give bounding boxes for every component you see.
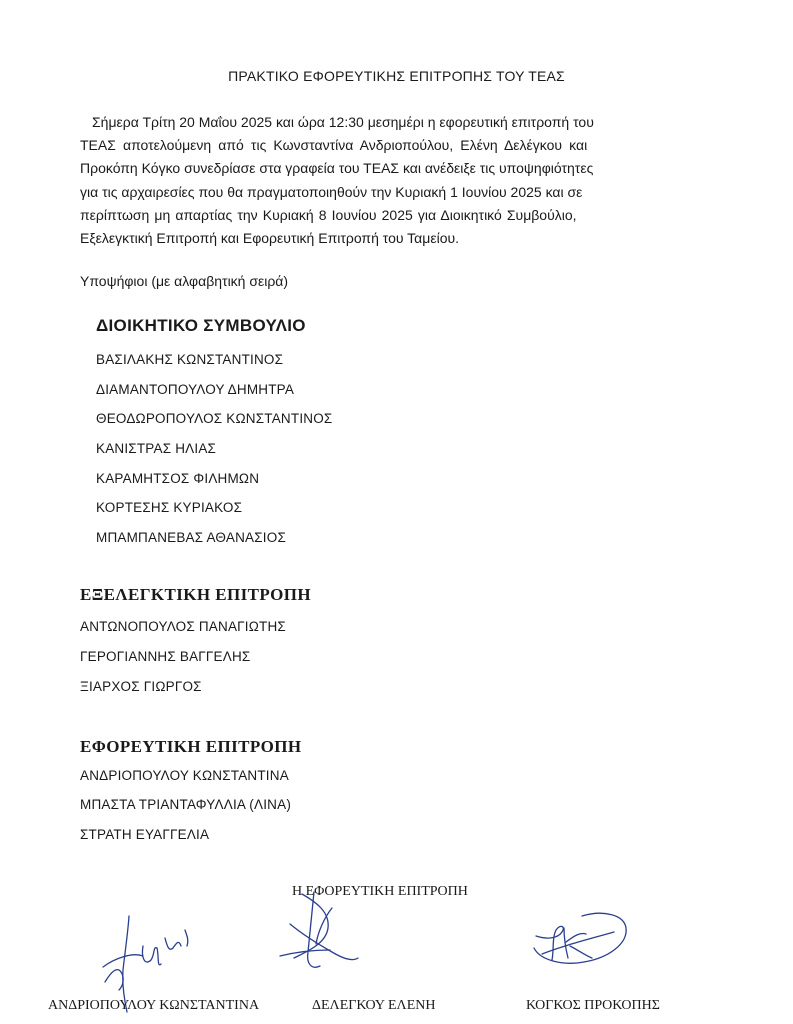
audit-heading: ΕΞΕΛΕΓΚΤΙΚΗ ΕΠΙΤΡΟΠΗ <box>80 585 311 604</box>
candidate-name: ΣΤΡΑΤΗ ΕΥΑΓΓΕΛΙΑ <box>80 827 210 842</box>
candidate-name: ΚΟΡΤΕΣΗΣ ΚΥΡΙΑΚΟΣ <box>96 500 243 515</box>
signature-delegkou <box>272 888 372 988</box>
signatory-name: ΚΟΓΚΟΣ ΠΡΟΚΟΠΗΣ <box>526 998 660 1013</box>
paragraph-line: περίπτωση μη απαρτίας την Κυριακή 8 Ιουνίου 2025 για Διοικητικό Συμβούλιο, <box>80 207 577 223</box>
candidate-name: ΑΝΤΩΝΟΠΟΥΛΟΣ ΠΑΝΑΓΙΩΤΗΣ <box>80 619 286 634</box>
signature-kogkos <box>522 906 632 976</box>
paragraph-line: Εξελεγκτική Επιτροπή και Εφορευτική Επιτροπή του Ταμείου. <box>80 230 460 246</box>
document-title: ΠΡΑΚΤΙΚΟ ΕΦΟΡΕΥΤΙΚΗΣ ΕΠΙΤΡΟΠΗΣ ΤΟΥ ΤΕΑΣ <box>228 68 565 84</box>
candidate-name: ΜΠΑΣΤΑ ΤΡΙΑΝΤΑΦΥΛΛΙΑ (ΛΙΝΑ) <box>80 797 292 812</box>
candidate-name: ΚΑΝΙΣΤΡΑΣ ΗΛΙΑΣ <box>96 441 217 456</box>
candidate-name: ΚΑΡΑΜΗΤΣΟΣ ΦΙΛΗΜΩΝ <box>96 471 260 486</box>
candidate-name: ΜΠΑΜΠΑΝΕΒΑΣ ΑΘΑΝΑΣΙΟΣ <box>96 530 286 545</box>
candidates-note: Υποψήφιοι (με αλφαβητική σειρά) <box>80 273 289 289</box>
candidate-name: ΞΙΑΡΧΟΣ ΓΙΩΡΓΟΣ <box>80 679 202 694</box>
candidate-name: ΒΑΣΙΛΑΚΗΣ ΚΩΝΣΤΑΝΤΙΝΟΣ <box>96 352 284 367</box>
candidate-name: ΘΕΟΔΩΡΟΠΟΥΛΟΣ ΚΩΝΣΤΑΝΤΙΝΟΣ <box>96 411 333 426</box>
signature-block-title: Η ΕΦΟΡΕΥΤΙΚΗ ΕΠΙΤΡΟΠΗ <box>292 884 468 899</box>
election-heading: ΕΦΟΡΕΥΤΙΚΗ ΕΠΙΤΡΟΠΗ <box>80 737 302 756</box>
paragraph-line: Προκόπη Κόγκο συνεδρίασε στα γραφεία του ΤΕΑΣ και ανέδειξε τις υποψηφιότητες <box>80 160 594 176</box>
board-heading: ΔΙΟΙΚΗΤΙΚΟ ΣΥΜΒΟΥΛΙΟ <box>96 316 306 335</box>
paragraph-line: Σήμερα Τρίτη 20 Μαΐου 2025 και ώρα 12:30 μεσημέρι η εφορευτική επιτροπή του <box>92 114 594 130</box>
candidate-name: ΔΙΑΜΑΝΤΟΠΟΥΛΟΥ ΔΗΜΗΤΡΑ <box>96 382 295 397</box>
candidate-name: ΑΝΔΡΙΟΠΟΥΛΟΥ ΚΩΝΣΤΑΝΤΙΝΑ <box>80 768 289 783</box>
signatory-name: ΑΝΔΡΙΟΠΟΥΛΟΥ ΚΩΝΣΤΑΝΤΙΝΑ <box>48 998 260 1013</box>
paragraph-line: για τις αρχαιρεσίες που θα πραγματοποιηθούν την Κυριακή 1 Ιουνίου 2025 και σε <box>80 184 583 200</box>
signatory-name: ΔΕΛΕΓΚΟΥ ΕΛΕΝΗ <box>312 998 436 1013</box>
paragraph-line: ΤΕΑΣ αποτελούμενη από τις Κωνσταντίνα Ανδριοπούλου, Ελένη Δελέγκου και <box>80 137 588 153</box>
candidate-name: ΓΕΡΟΓΙΑΝΝΗΣ ΒΑΓΓΕΛΗΣ <box>80 649 251 664</box>
